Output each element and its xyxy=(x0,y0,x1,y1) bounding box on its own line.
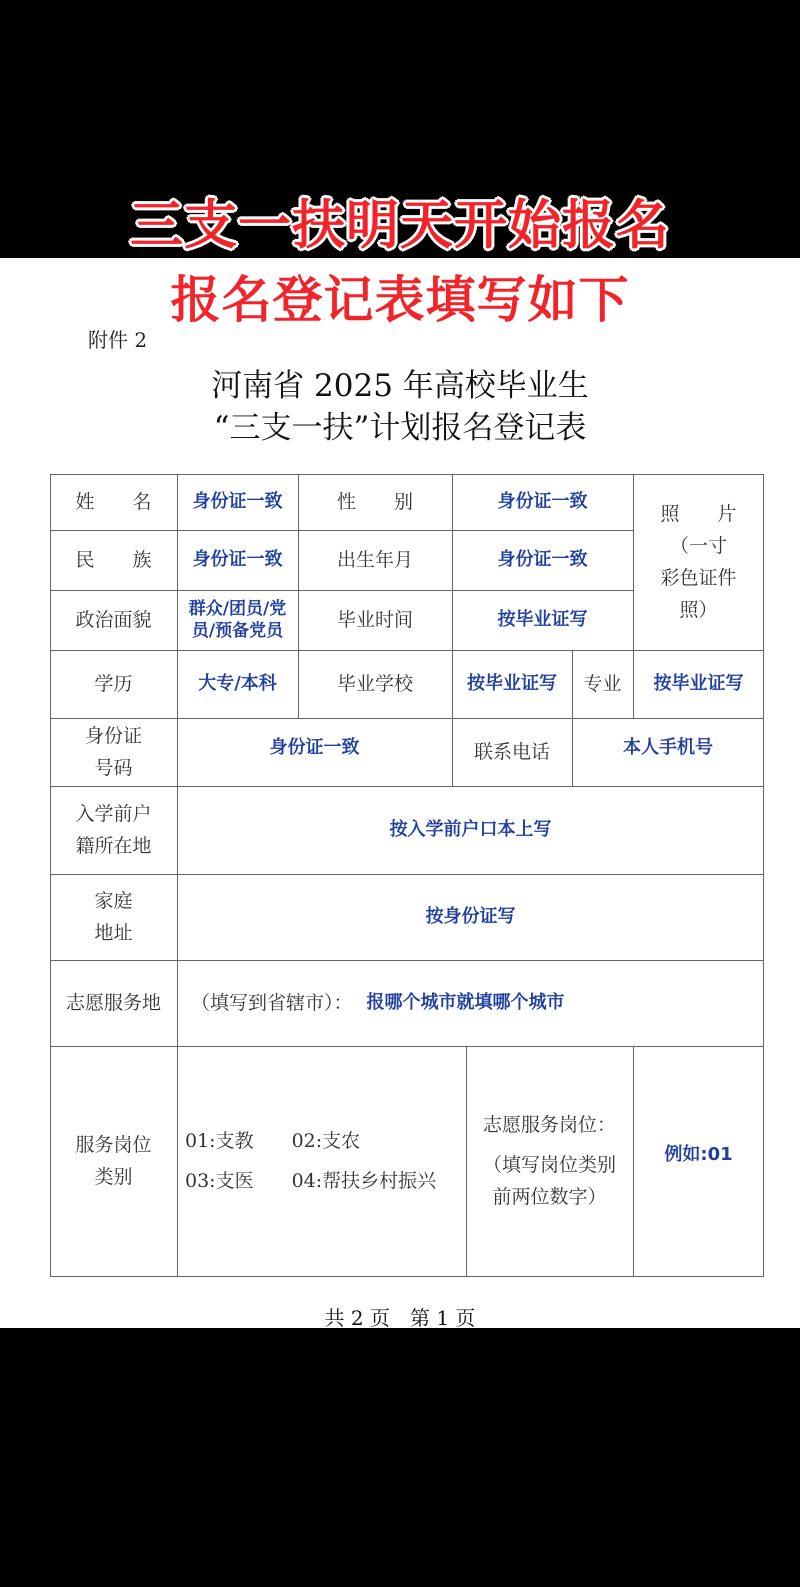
service-area-label: 志愿服务地 xyxy=(65,992,161,1014)
political-label: 政治面貌 xyxy=(75,609,152,631)
hukou-value: 按入学前户口本上写 xyxy=(389,819,552,840)
major-value: 按毕业证写 xyxy=(653,673,744,694)
page-footer: 共 2 页 第 1 页 xyxy=(324,1306,476,1330)
gender-value: 身份证一致 xyxy=(497,491,588,512)
major-label: 专业 xyxy=(583,673,622,695)
name-label: 姓 名 xyxy=(75,491,152,513)
post-type-label: 服务岗位 类别 xyxy=(75,1134,152,1188)
post-options-line2: 03:支医 04:帮扶乡村振兴 xyxy=(185,1170,437,1192)
headline-banner: 三支一扶明天开始报名 xyxy=(130,195,670,256)
service-area-cell xyxy=(177,960,764,1046)
id-number-label: 身份证 号码 xyxy=(84,725,142,779)
id-number-value: 身份证一致 xyxy=(269,737,360,758)
birth-label: 出生年月 xyxy=(336,549,413,571)
service-area-value: 报哪个城市就填哪个城市 xyxy=(366,992,565,1013)
volunteer-post-label: 志愿服务岗位： xyxy=(482,1114,616,1136)
volunteer-post-cell xyxy=(466,1046,633,1276)
post-type-options xyxy=(177,1046,466,1276)
education-label: 学历 xyxy=(94,673,133,695)
service-area-hint: （填写到省辖市）： xyxy=(191,992,353,1014)
volunteer-post-hint: （填写岗位类别 前两位数字） xyxy=(482,1154,616,1208)
document-title-line2: “三支一扶”计划报名登记表 xyxy=(213,410,587,446)
ethnicity-value: 身份证一致 xyxy=(192,549,283,570)
registration-form-table xyxy=(50,474,764,1290)
subheadline-banner: 报名登记表填写如下 xyxy=(170,271,630,329)
birth-value: 身份证一致 xyxy=(497,549,588,570)
attachment-label: 附件 2 xyxy=(88,328,148,352)
school-value: 按毕业证写 xyxy=(467,673,557,694)
photo-placeholder: 照 片 （一寸 彩色证件 照） xyxy=(660,503,737,621)
phone-value: 本人手机号 xyxy=(623,737,713,758)
phone-label: 联系电话 xyxy=(473,741,550,763)
home-address-value: 按身份证写 xyxy=(425,906,516,927)
hukou-label: 入学前户 籍所在地 xyxy=(75,803,152,857)
name-value: 身份证一致 xyxy=(192,491,283,512)
political-value: 群众/团员/党 员/预备党员 xyxy=(188,599,287,641)
school-label: 毕业学校 xyxy=(336,673,413,695)
grad-time-label: 毕业时间 xyxy=(336,609,413,631)
ethnicity-label: 民 族 xyxy=(75,549,152,571)
grad-time-value: 按毕业证写 xyxy=(497,609,588,630)
document-title-line1: 河南省 2025 年高校毕业生 xyxy=(211,368,589,404)
education-value: 大专/本科 xyxy=(198,673,277,694)
home-address-label: 家庭 地址 xyxy=(94,890,133,944)
volunteer-post-value: 例如:01 xyxy=(664,1144,733,1165)
post-options-line1: 01:支教 02:支农 xyxy=(185,1130,361,1152)
gender-label: 性 别 xyxy=(336,491,413,513)
